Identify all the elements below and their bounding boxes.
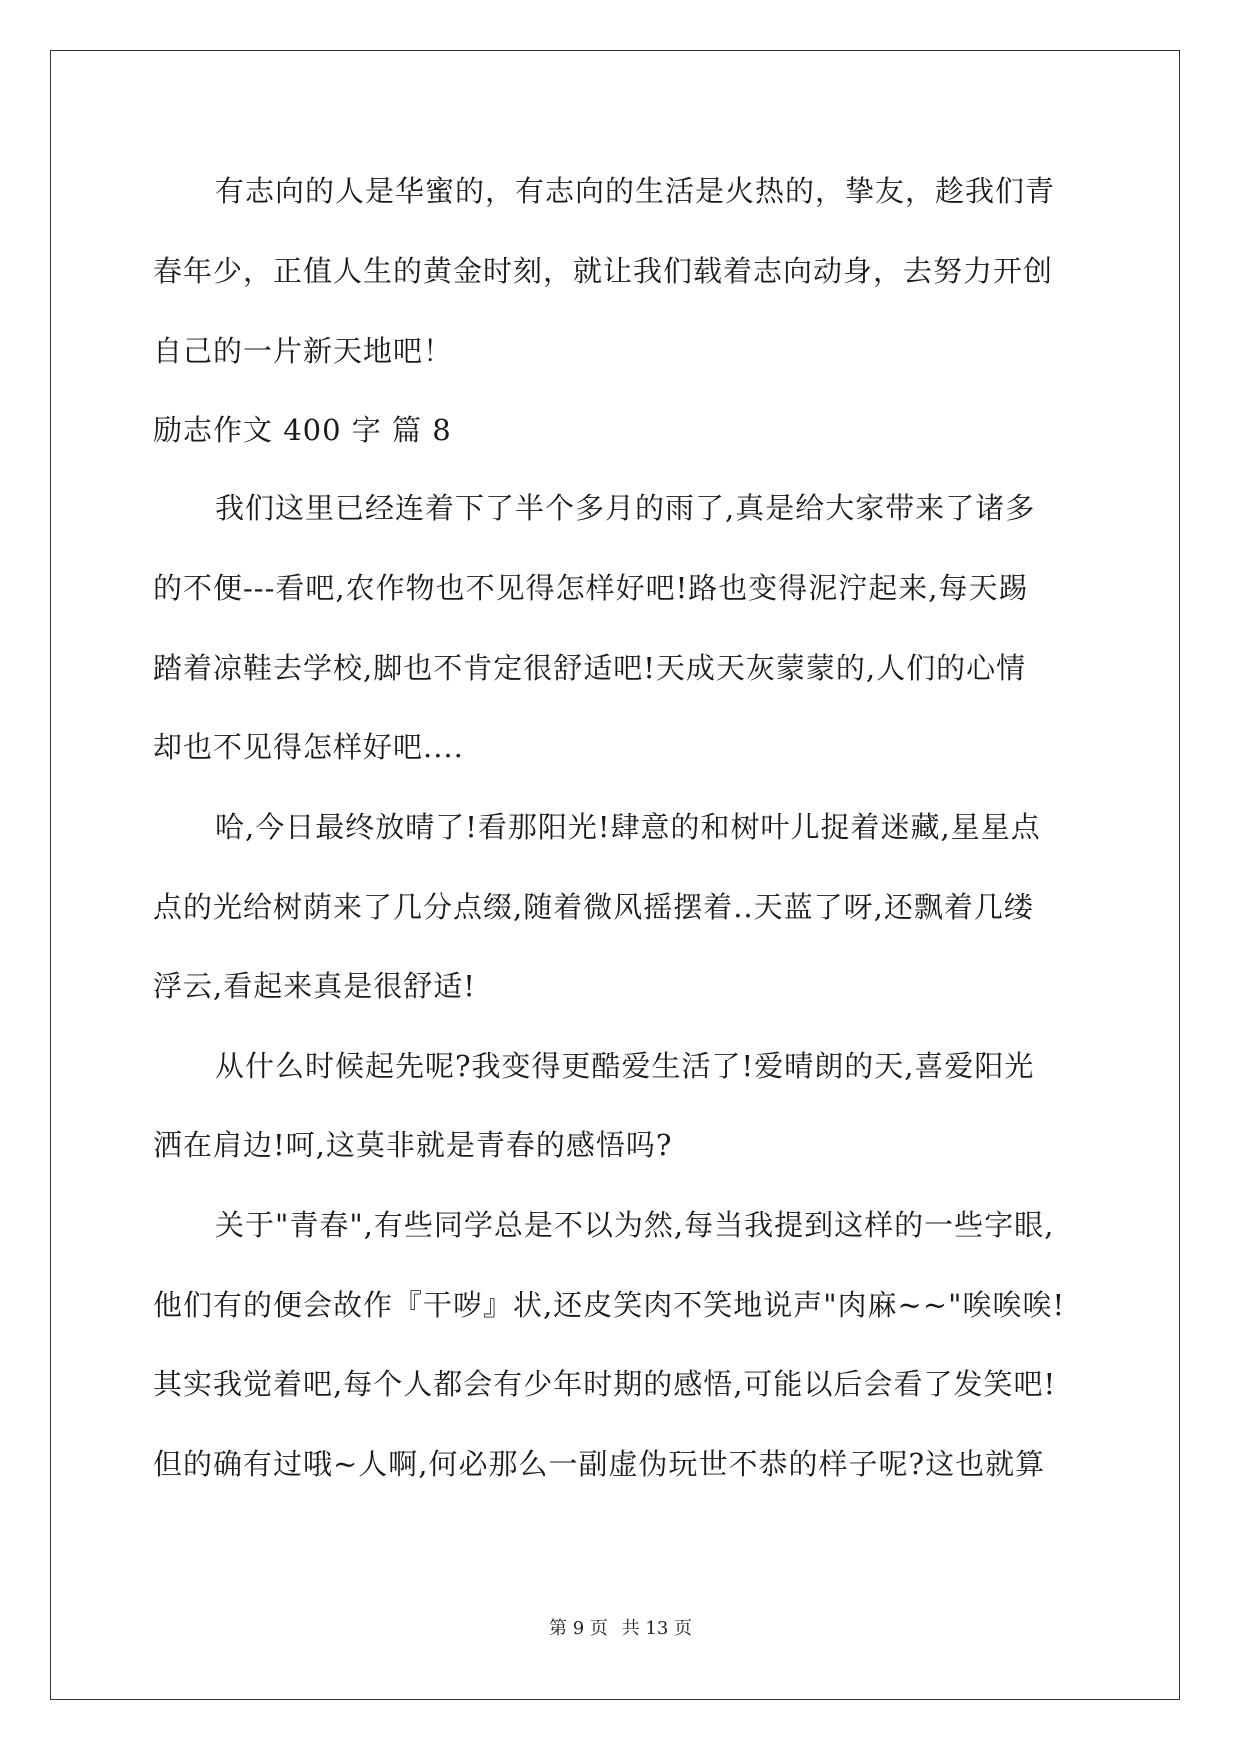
section-heading: 励志作文 400 字 篇 8	[153, 413, 452, 447]
text-line: 却也不见得怎样好吧....	[153, 730, 464, 764]
page-total: 共 13 页	[621, 1618, 692, 1639]
page-footer	[0, 1618, 1241, 1640]
text-line: 但的确有过哦~人啊,何必那么一副虚伪玩世不恭的样子呢?这也就算	[153, 1447, 1046, 1481]
text-line: 浮云,看起来真是很舒适!	[153, 969, 476, 1003]
page-number: 第 9 页	[549, 1618, 608, 1639]
text-line: 哈,今日最终放晴了!看那阳光!肆意的和树叶儿捉着迷藏,星星点	[215, 810, 1041, 844]
text-line: 点的光给树荫来了几分点缀,随着微风摇摆着..天蓝了呀,还飘着几缕	[153, 890, 1034, 924]
text-line: 我们这里已经连着下了半个多月的雨了,真是给大家带来了诸多	[215, 491, 1036, 525]
text-line: 关于"青春",有些同学总是不以为然,每当我提到这样的一些字眼,	[215, 1208, 1055, 1242]
text-line: 他们有的便会故作『干哕』状,还皮笑肉不笑地说声"肉麻~~"唉唉唉!	[153, 1288, 1066, 1322]
text-line: 从什么时候起先呢?我变得更酷爱生活了!爱晴朗的天,喜爱阳光	[215, 1049, 1035, 1083]
text-line: 的不便---看吧,农作物也不见得怎样好吧!路也变得泥泞起来,每天踢	[153, 571, 1029, 605]
text-line: 春年少，正值人生的黄金时刻，就让我们载着志向动身，去努力开创	[153, 254, 1054, 288]
text-line: 其实我觉着吧,每个人都会有少年时期的感悟,可能以后会看了发笑吧!	[153, 1367, 1057, 1401]
text-line: 踏着凉鞋去学校,脚也不肯定很舒适吧!天成天灰蒙蒙的,人们的心情	[153, 651, 1027, 685]
text-line: 自己的一片新天地吧！	[153, 334, 454, 368]
text-line: 洒在肩边!呵,这莫非就是青春的感悟吗?	[153, 1128, 673, 1162]
text-line: 有志向的人是华蜜的，有志向的生活是火热的，挚友，趁我们青	[215, 174, 1056, 208]
